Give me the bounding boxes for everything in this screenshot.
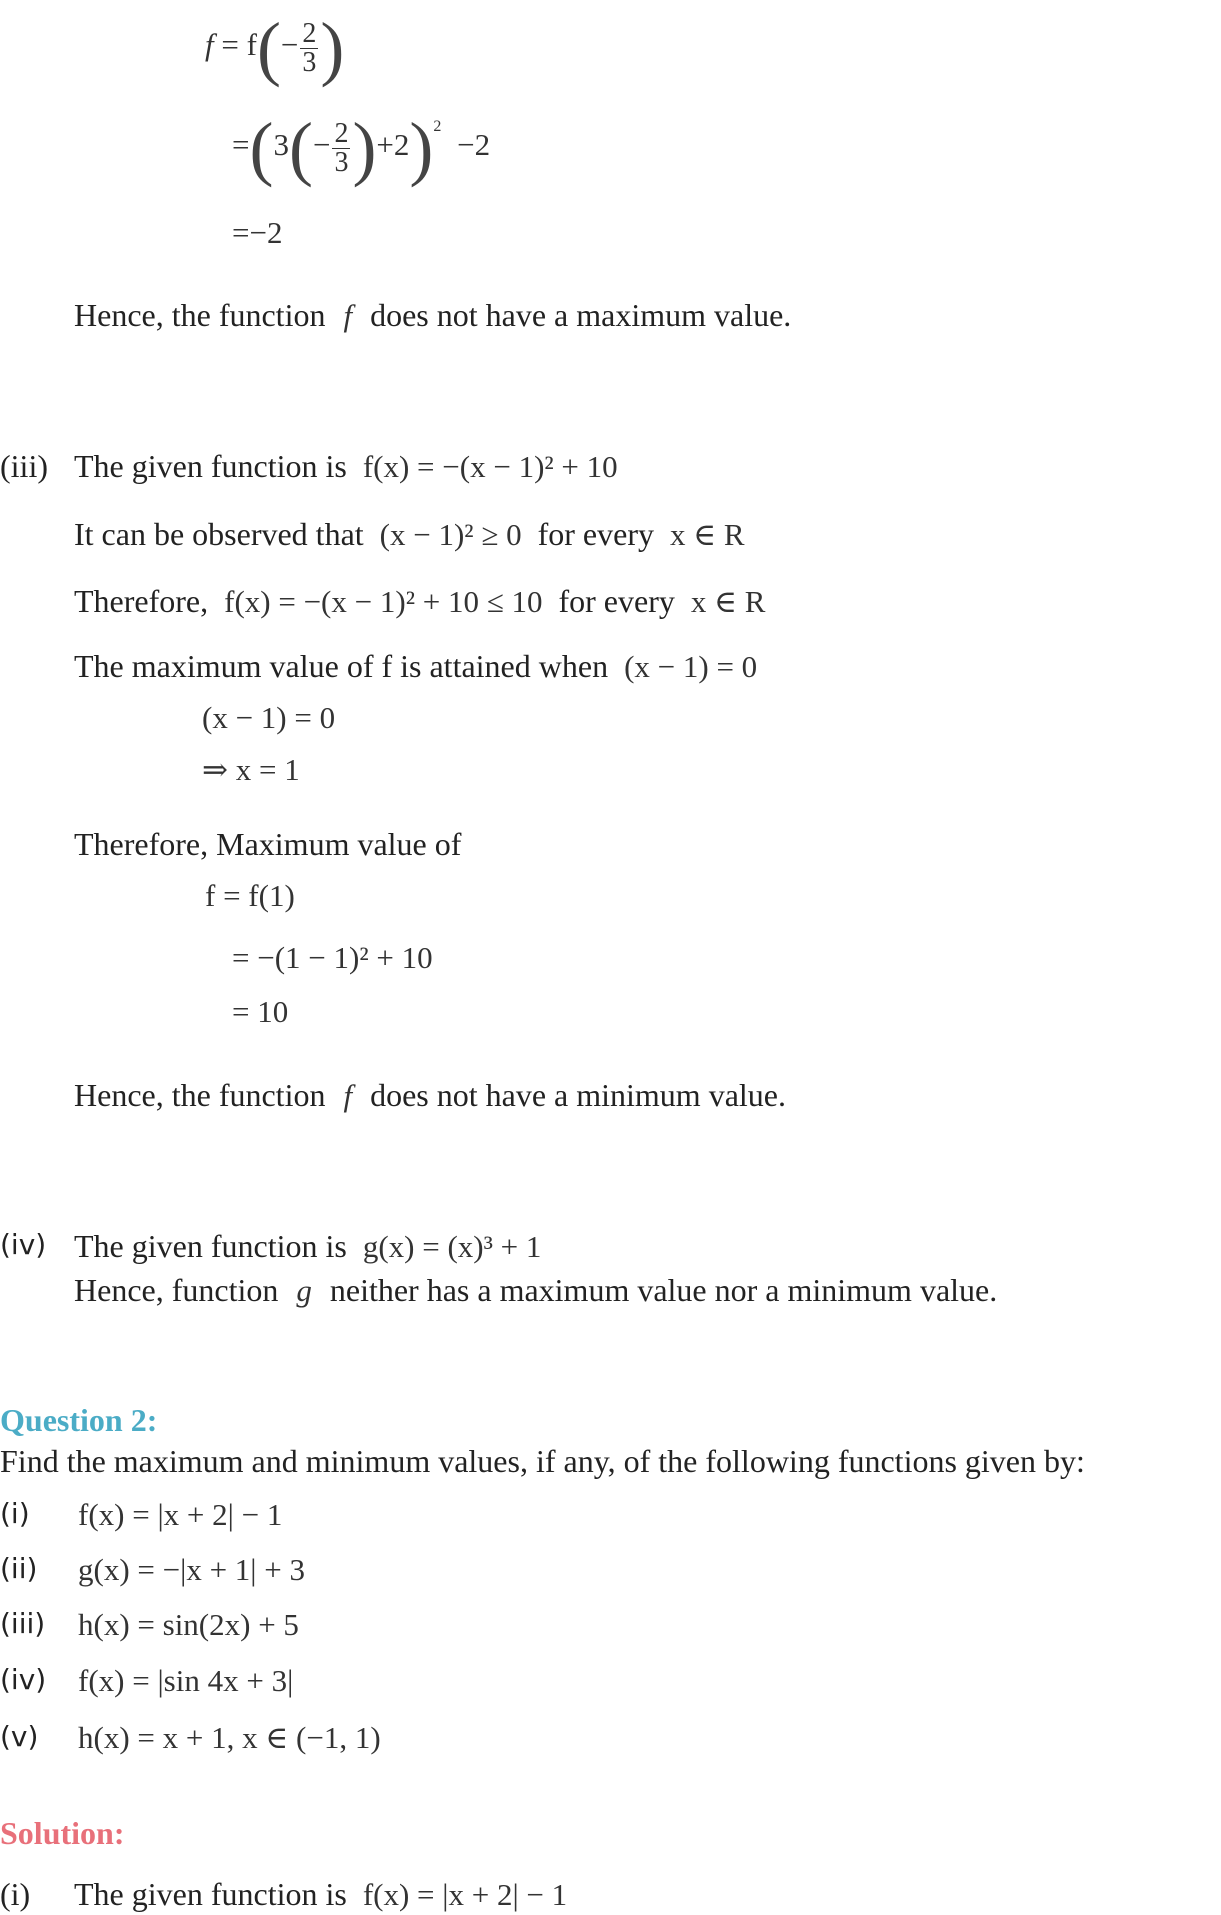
numerator: 2 bbox=[302, 17, 317, 49]
calc-line-3: = 10 bbox=[232, 994, 289, 1029]
therefore-set: x ∈ R bbox=[690, 584, 766, 619]
therefore-text: Therefore, bbox=[74, 583, 209, 619]
item-label: (v) bbox=[0, 1720, 39, 1753]
equation-line-result: =−2 bbox=[232, 215, 283, 250]
intro-text: The given function is bbox=[74, 448, 347, 484]
coefficient: 3 bbox=[273, 127, 289, 163]
max-math: (x − 1) = 0 bbox=[624, 649, 758, 684]
fraction bbox=[300, 17, 318, 78]
conclusion-no-minimum bbox=[74, 1077, 786, 1114]
plus-two: +2 bbox=[376, 127, 410, 163]
question-item bbox=[0, 1497, 283, 1532]
max-attained-line bbox=[74, 648, 757, 685]
exponent: 2 bbox=[433, 118, 442, 136]
therefore-math: f(x) = −(x − 1)² + 10 ≤ 10 bbox=[224, 584, 543, 619]
part-iii-intro bbox=[74, 448, 618, 485]
observation-math: (x − 1)² ≥ 0 bbox=[379, 517, 522, 552]
observation-text: It can be observed that bbox=[74, 516, 364, 552]
item-expression: g(x) = −|x + 1| + 3 bbox=[78, 1552, 305, 1587]
part-iv-intro bbox=[74, 1228, 541, 1265]
question-heading: Question 2: bbox=[0, 1402, 158, 1438]
item-label: (iii) bbox=[0, 1607, 46, 1640]
function-expression: f(x) = |x + 2| − 1 bbox=[362, 1877, 568, 1912]
item-expression: h(x) = sin(2x) + 5 bbox=[78, 1607, 299, 1642]
function-expression: f(x) = −(x − 1)² + 10 bbox=[362, 449, 618, 484]
item-expression: h(x) = x + 1, x ∈ (−1, 1) bbox=[78, 1720, 381, 1755]
question-item bbox=[0, 1720, 381, 1755]
intro-text: The given function is bbox=[74, 1876, 347, 1912]
conclusion-text-b: neither has a maximum value nor a minimum value. bbox=[329, 1272, 998, 1308]
fraction bbox=[332, 117, 350, 178]
minus-two: −2 bbox=[457, 127, 491, 163]
step-equation-1: (x − 1) = 0 bbox=[202, 700, 336, 735]
calc-line-1: f = f(1) bbox=[205, 878, 295, 913]
part-iv-conclusion bbox=[74, 1272, 997, 1309]
numerator: 2 bbox=[334, 117, 349, 149]
solution-part-i-label: (i) bbox=[0, 1876, 31, 1912]
equals: = bbox=[232, 127, 250, 163]
part-iii-label: (iii) bbox=[0, 448, 48, 484]
equation-line-f-of-minus-two-thirds: f = f(− $\frac{2}{3}$ ) bbox=[205, 8, 345, 88]
step-equation-2: ⇒ x = 1 bbox=[202, 752, 300, 787]
question-item bbox=[0, 1552, 305, 1587]
calc-line-2: = −(1 − 1)² + 10 bbox=[232, 940, 433, 975]
symbol-f: f bbox=[343, 1078, 353, 1113]
observation-line bbox=[74, 516, 745, 553]
solution-heading: Solution: bbox=[0, 1815, 125, 1851]
observation-tail: for every bbox=[537, 516, 654, 552]
item-expression: f(x) = |x + 2| − 1 bbox=[78, 1497, 283, 1532]
symbol-f: f bbox=[205, 27, 214, 63]
equation-line-substitution: =(3(− $\frac{2}{3}$ )+2)$^2$ −2 bbox=[232, 108, 491, 188]
denominator: 3 bbox=[334, 146, 349, 178]
therefore-tail: for every bbox=[558, 583, 675, 619]
intro-text: The given function is bbox=[74, 1228, 347, 1264]
symbol-f: f bbox=[343, 298, 353, 333]
therefore-line bbox=[74, 583, 765, 620]
question-item bbox=[0, 1663, 294, 1698]
symbol-g: g bbox=[296, 1273, 312, 1308]
part-iv-label: (iv) bbox=[0, 1228, 47, 1261]
conclusion-text-a: Hence, function bbox=[74, 1272, 279, 1308]
item-label: (ii) bbox=[0, 1552, 38, 1585]
denominator: 3 bbox=[302, 46, 317, 78]
conclusion-text-a: Hence, the function bbox=[74, 1077, 326, 1113]
item-label: (i) bbox=[0, 1497, 30, 1530]
conclusion-text-a: Hence, the function bbox=[74, 297, 326, 333]
solution-part-i-intro bbox=[74, 1876, 567, 1913]
conclusion-text-b: does not have a minimum value. bbox=[370, 1077, 786, 1113]
equals-f: = f bbox=[221, 27, 257, 63]
question-prompt: Find the maximum and minimum values, if any, of the following functions given by: bbox=[0, 1443, 1085, 1479]
conclusion-text-b: does not have a maximum value. bbox=[370, 297, 792, 333]
item-expression: f(x) = |sin 4x + 3| bbox=[78, 1663, 294, 1698]
max-text: The maximum value of f is attained when bbox=[74, 648, 609, 684]
conclusion-no-maximum bbox=[74, 297, 791, 334]
item-label: (iv) bbox=[0, 1663, 47, 1696]
question-item bbox=[0, 1607, 299, 1642]
function-expression: g(x) = (x)³ + 1 bbox=[362, 1229, 542, 1264]
therefore-max-line: Therefore, Maximum value of bbox=[74, 826, 462, 862]
observation-set: x ∈ R bbox=[669, 517, 745, 552]
